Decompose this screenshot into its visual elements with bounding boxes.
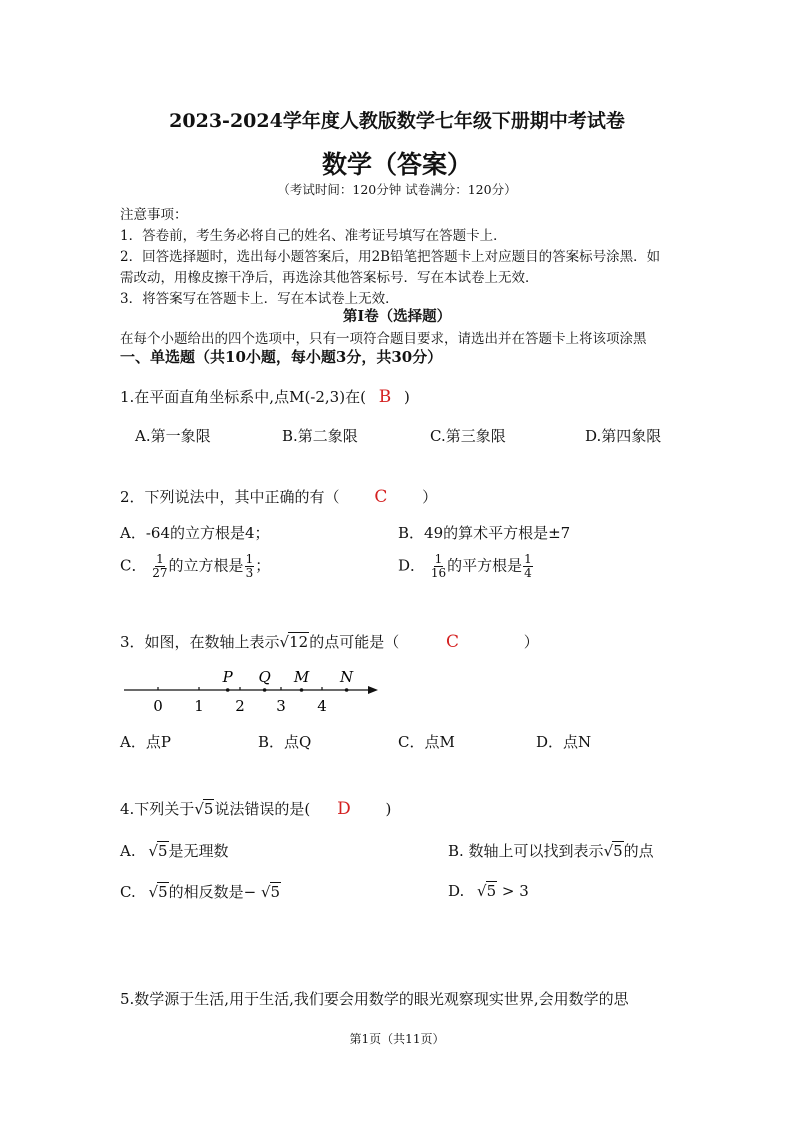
q4-option-c-label: C. <box>120 883 136 901</box>
q2-stem-pre: 2．下列说法中，其中正确的有（ <box>120 488 340 506</box>
fraction-denominator: 3 <box>245 566 254 580</box>
q2-option-d-fraction-2 <box>523 553 533 580</box>
q1-answer: B <box>378 387 392 407</box>
q3-stem <box>120 631 539 652</box>
q4-option-b-label: B. 数轴上可以找到表示 <box>448 842 604 860</box>
q2-option-b: B．49的算术平方根是±7 <box>398 524 571 542</box>
q1-option-b: B.第二象限 <box>282 427 358 445</box>
number-line-tick-label: 3 <box>276 697 286 715</box>
q4-option-c <box>120 881 281 902</box>
q4-option-a <box>120 840 229 861</box>
notes-heading: 注意事项： <box>120 207 188 223</box>
q4-option-a-label: A. <box>120 842 136 860</box>
q3-answer: C <box>446 632 460 652</box>
q3-option-a: A．点P <box>120 733 171 751</box>
q1-option-a: A.第一象限 <box>135 427 211 445</box>
exam-title: 2023-2024学年度人教版数学七年级下册期中考试卷 <box>169 110 625 132</box>
q4-stem-post: ) <box>385 800 392 818</box>
q4-option-d-text: > 3 <box>497 882 529 900</box>
page-footer: 第1页（共11页） <box>349 1032 445 1046</box>
number-line-point-label: P <box>222 668 233 686</box>
q2-option-d-label: D． <box>398 556 426 575</box>
q4-option-a-text: 是无理数 <box>168 842 229 860</box>
number-line-point-label: Q <box>258 668 271 686</box>
q2-stem <box>120 486 437 507</box>
q2-option-c-text: 的立方根是 <box>168 556 244 575</box>
q3-option-c: C．点M <box>398 733 455 751</box>
radicand: 5 <box>486 882 497 900</box>
q1-stem-pre: 1.在平面直角坐标系中,点M(-2,3)在( <box>120 388 366 406</box>
q4-stem-pre: 4.下列关于 <box>120 800 195 818</box>
q4-option-c-sqrt-2: √5 <box>260 883 281 901</box>
q1-option-c: C.第三象限 <box>430 427 506 445</box>
q1-option-d: D.第四象限 <box>585 427 662 445</box>
q3-radicand: 12 <box>289 633 309 651</box>
number-line-point <box>263 688 267 692</box>
number-line-tick-label: 0 <box>153 697 163 715</box>
fraction-numerator: 1 <box>524 552 532 566</box>
q4-radicand: 5 <box>203 800 214 818</box>
q4-option-a-sqrt: √5 <box>148 842 168 860</box>
radicand: 5 <box>270 883 281 901</box>
note-line-2a: 2．回答选择题时，选出每小题答案后，用2B铅笔把答题卡上对应题目的答案标号涂黑．如 <box>120 249 661 265</box>
q4-answer: D <box>337 799 351 819</box>
fraction-denominator: 27 <box>152 566 168 580</box>
note-line-1: 1．答卷前，考生务必将自己的姓名、准考证号填写在答题卡上． <box>120 228 507 244</box>
q5-stem: 5.数学源于生活,用于生活,我们要会用数学的眼光观察现实世界,会用数学的思 <box>120 990 629 1008</box>
q2-option-c-label: C． <box>120 556 147 575</box>
q2-answer: C <box>374 487 388 507</box>
number-line-point <box>300 688 304 692</box>
number-line-point-label: N <box>340 668 354 686</box>
q2-stem-post: ） <box>422 488 438 506</box>
fraction-denominator: 16 <box>430 566 447 580</box>
q2-option-c-fraction-2 <box>245 553 255 580</box>
q2-option-c <box>120 553 270 580</box>
q3-stem-mid: 的点可能是（ <box>309 633 400 651</box>
exam-subtitle: 数学（答案） <box>321 150 472 179</box>
q4-option-b-text: 的点 <box>623 842 654 860</box>
q4-option-b-sqrt: √5 <box>603 842 623 860</box>
number-line-arrow <box>368 686 378 694</box>
q2-option-c-fraction-1 <box>152 553 167 580</box>
q3-option-b: B．点Q <box>258 733 312 751</box>
q1-stem-post: ) <box>403 388 410 406</box>
number-line-tick-label: 4 <box>317 697 327 715</box>
radicand: 5 <box>157 842 168 860</box>
note-line-2b: 需改动，用橡皮擦干净后，再选涂其他答案标号．写在本试卷上无效． <box>120 270 539 286</box>
q3-stem-post: ） <box>523 633 539 651</box>
q4-option-d-label: D. <box>448 882 465 900</box>
q4-stem-mid: 说法错误的是( <box>214 800 311 818</box>
exam-meta: （考试时间：120分钟 试卷满分：120分） <box>277 182 517 197</box>
number-line-point-label: M <box>293 668 310 686</box>
q2-option-a: A．-64的立方根是4； <box>120 524 270 542</box>
q3-option-d: D．点N <box>536 733 592 751</box>
q2-option-c-end: ； <box>255 556 271 575</box>
q3-number-line <box>110 664 400 720</box>
q4-stem <box>120 798 391 819</box>
q2-option-d-fraction-1 <box>431 553 446 580</box>
fraction-denominator: 4 <box>524 566 532 580</box>
q4-option-d <box>448 881 529 900</box>
q2-option-d-text: 的平方根是 <box>447 556 523 575</box>
q3-stem-pre: 3．如图，在数轴上表示 <box>120 633 280 651</box>
radicand: 5 <box>158 883 168 901</box>
fraction-numerator: 1 <box>156 552 164 566</box>
number-line-point <box>226 688 230 692</box>
part1-heading: 第Ⅰ卷（选择题） <box>342 308 452 325</box>
fraction-numerator: 1 <box>245 552 254 566</box>
radicand: 5 <box>613 842 623 860</box>
number-line-tick-label: 2 <box>235 697 245 715</box>
q4-option-c-sqrt-1: √5 <box>148 883 168 901</box>
q4-option-c-text: 的相反数是− <box>168 883 257 901</box>
q4-option-b <box>448 840 654 861</box>
q1-stem <box>120 386 410 407</box>
note-line-3: 3．将答案写在答题卡上．写在本试卷上无效． <box>120 291 399 307</box>
q4-option-d-sqrt: √5 <box>477 882 497 900</box>
part1-instruction: 在每个小题给出的四个选项中，只有一项符合题目要求，请选出并在答题卡上将该项涂黑 <box>120 331 647 347</box>
number-line-tick-label: 1 <box>194 697 204 715</box>
q4-sqrt: √5 <box>194 800 214 818</box>
section-title: 一、单选题（共10小题，每小题3分，共30分） <box>120 348 443 366</box>
q2-option-d <box>398 553 534 580</box>
number-line-point <box>345 688 349 692</box>
q3-sqrt: √12 <box>279 633 309 651</box>
fraction-numerator: 1 <box>434 552 443 566</box>
